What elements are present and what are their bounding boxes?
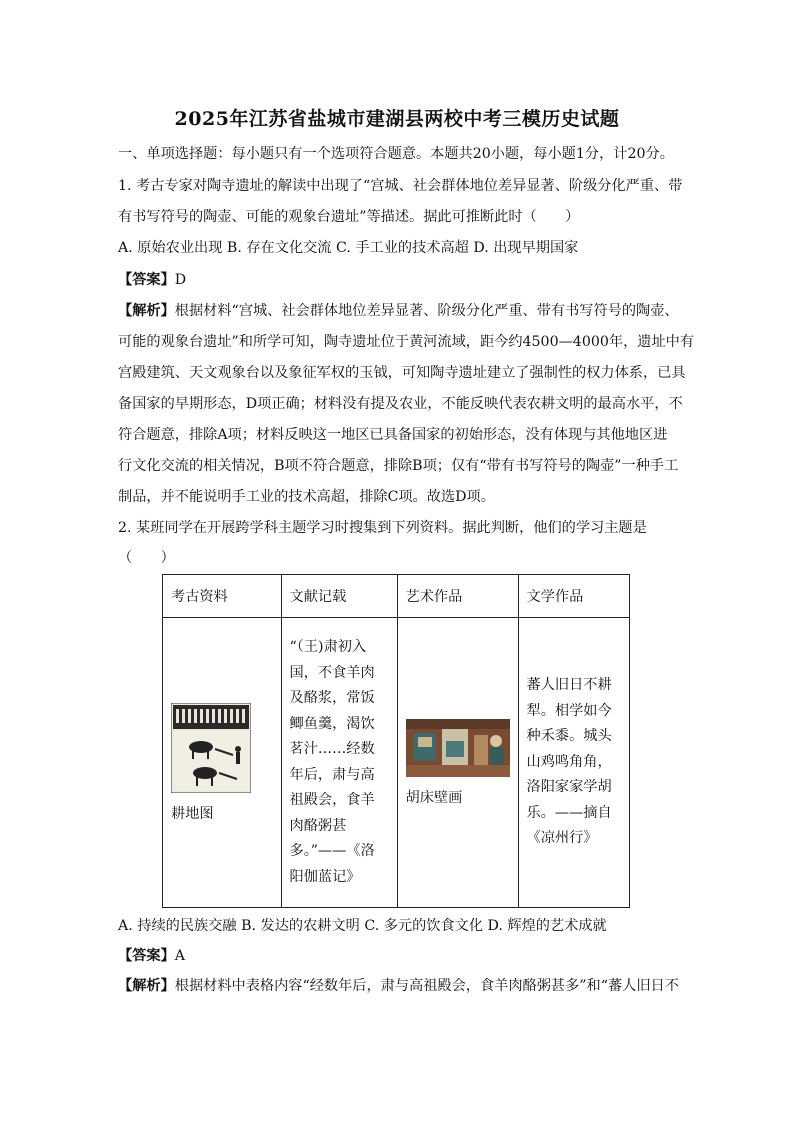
q2-answer — [118, 946, 693, 966]
q1-stem-line-1: 1. 考古专家对陶寺遗址的解读中出现了“宫城、社会群体地位差异显著、阶级分化严重、带 — [118, 178, 683, 194]
q1-analysis-line-3: 宫殿建筑、天文观象台以及象征军权的玉钺，可知陶寺遗址建立了强制性的权力体系，已具 — [118, 365, 686, 381]
answer-value: A — [174, 948, 186, 964]
answer-label: 【答案】 — [118, 948, 175, 964]
answer-label: 【答案】 — [118, 272, 175, 288]
plowing-mural-icon — [171, 703, 251, 793]
q1-analysis-line-4: 备国家的早期形态，D项正确；材料没有提及农业，不能反映代表农耕文明的最高水平，不 — [118, 396, 683, 412]
plowing-mural-image — [171, 703, 273, 797]
q1-analysis-line-1 — [118, 301, 693, 321]
q1-analysis-line-7: 制品，并不能说明手工业的技术高超，排除C项。故选D项。 — [118, 489, 495, 505]
artwork-cell — [397, 618, 518, 908]
answer-value: D — [174, 272, 187, 288]
section-header: 一、单项选择题：每小题只有一个选项符合题意。本题共20小题，每小题1分，计20分。 — [118, 146, 674, 162]
q2-analysis-line-1 — [118, 976, 693, 996]
header-literary-work: 文学作品 — [518, 575, 629, 618]
analysis-text: 根据材料“宫城、社会群体地位差异显著、阶级分化严重、带有书写符号的陶壶、 — [174, 303, 679, 319]
archaeology-cell — [163, 618, 282, 908]
poem-text: 蕃人旧日不耕犁。相学如今种禾黍。城头山鸡鸣角角，洛阳家家学胡乐。——摘自《凉州行》 — [526, 677, 612, 847]
archaeology-caption: 耕地图 — [171, 805, 214, 822]
literature-record-cell — [281, 618, 397, 908]
q1-analysis-line-5: 符合题意，排除A项；材料反映这一地区已具备国家的初始形态，没有体现与其他地区进 — [118, 427, 668, 443]
q1-stem-line-2: 有书写符号的陶壶、可能的观象台遗址”等描述。据此可推断此时（ ） — [118, 209, 580, 225]
header-literature-record: 文献记载 — [281, 575, 397, 618]
q2-options: A. 持续的民族交融 B. 发达的农耕文明 C. 多元的饮食文化 D. 辉煌的艺术成就 — [118, 918, 607, 934]
literature-record-text: “（王)肃初入国，不食羊肉及酪浆，常饭鲫鱼羹，渴饮茗汁……经数年后，肃与高祖殿会，食羊肉酪粥甚多。”——《洛阳伽蓝记》 — [289, 639, 375, 885]
mural-painting-icon — [406, 719, 510, 777]
artwork-caption: 胡床壁画 — [405, 789, 463, 806]
analysis-text: 根据材料中表格内容“经数年后，肃与高祖殿会，食羊肉酪粥甚多”和“蕃人旧日不 — [174, 978, 679, 994]
analysis-label: 【解析】 — [118, 303, 175, 319]
header-artwork: 艺术作品 — [397, 575, 518, 618]
q1-answer — [118, 270, 693, 290]
table-header-row — [163, 575, 630, 618]
q1-analysis-line-6: 行文化交流的相关情况，B项不符合题意，排除B项；仅有“带有书写符号的陶壶”一种手工 — [118, 458, 679, 474]
literary-work-cell — [518, 618, 629, 908]
q1-analysis-line-2: 可能的观象台遗址”和所学可知，陶寺遗址位于黄河流域，距今约4500—4000年，遗址中有 — [118, 334, 695, 350]
q1-options: A. 原始农业出现 B. 存在文化交流 C. 手工业的技术高超 D. 出现早期国家 — [118, 240, 579, 256]
table-row — [163, 618, 630, 908]
q2-stem-line-1: 2. 某班同学在开展跨学科主题学习时搜集到下列资料。据此判断，他们的学习主题是 — [118, 520, 647, 536]
materials-table — [162, 574, 630, 908]
page-title: 2025年江苏省盐城市建湖县两校中考三模历史试题 — [174, 108, 620, 130]
header-archaeology: 考古资料 — [163, 575, 282, 618]
analysis-label: 【解析】 — [118, 978, 175, 994]
hu-bed-mural-image — [406, 719, 510, 781]
q2-stem-line-2: （ ） — [118, 550, 175, 566]
